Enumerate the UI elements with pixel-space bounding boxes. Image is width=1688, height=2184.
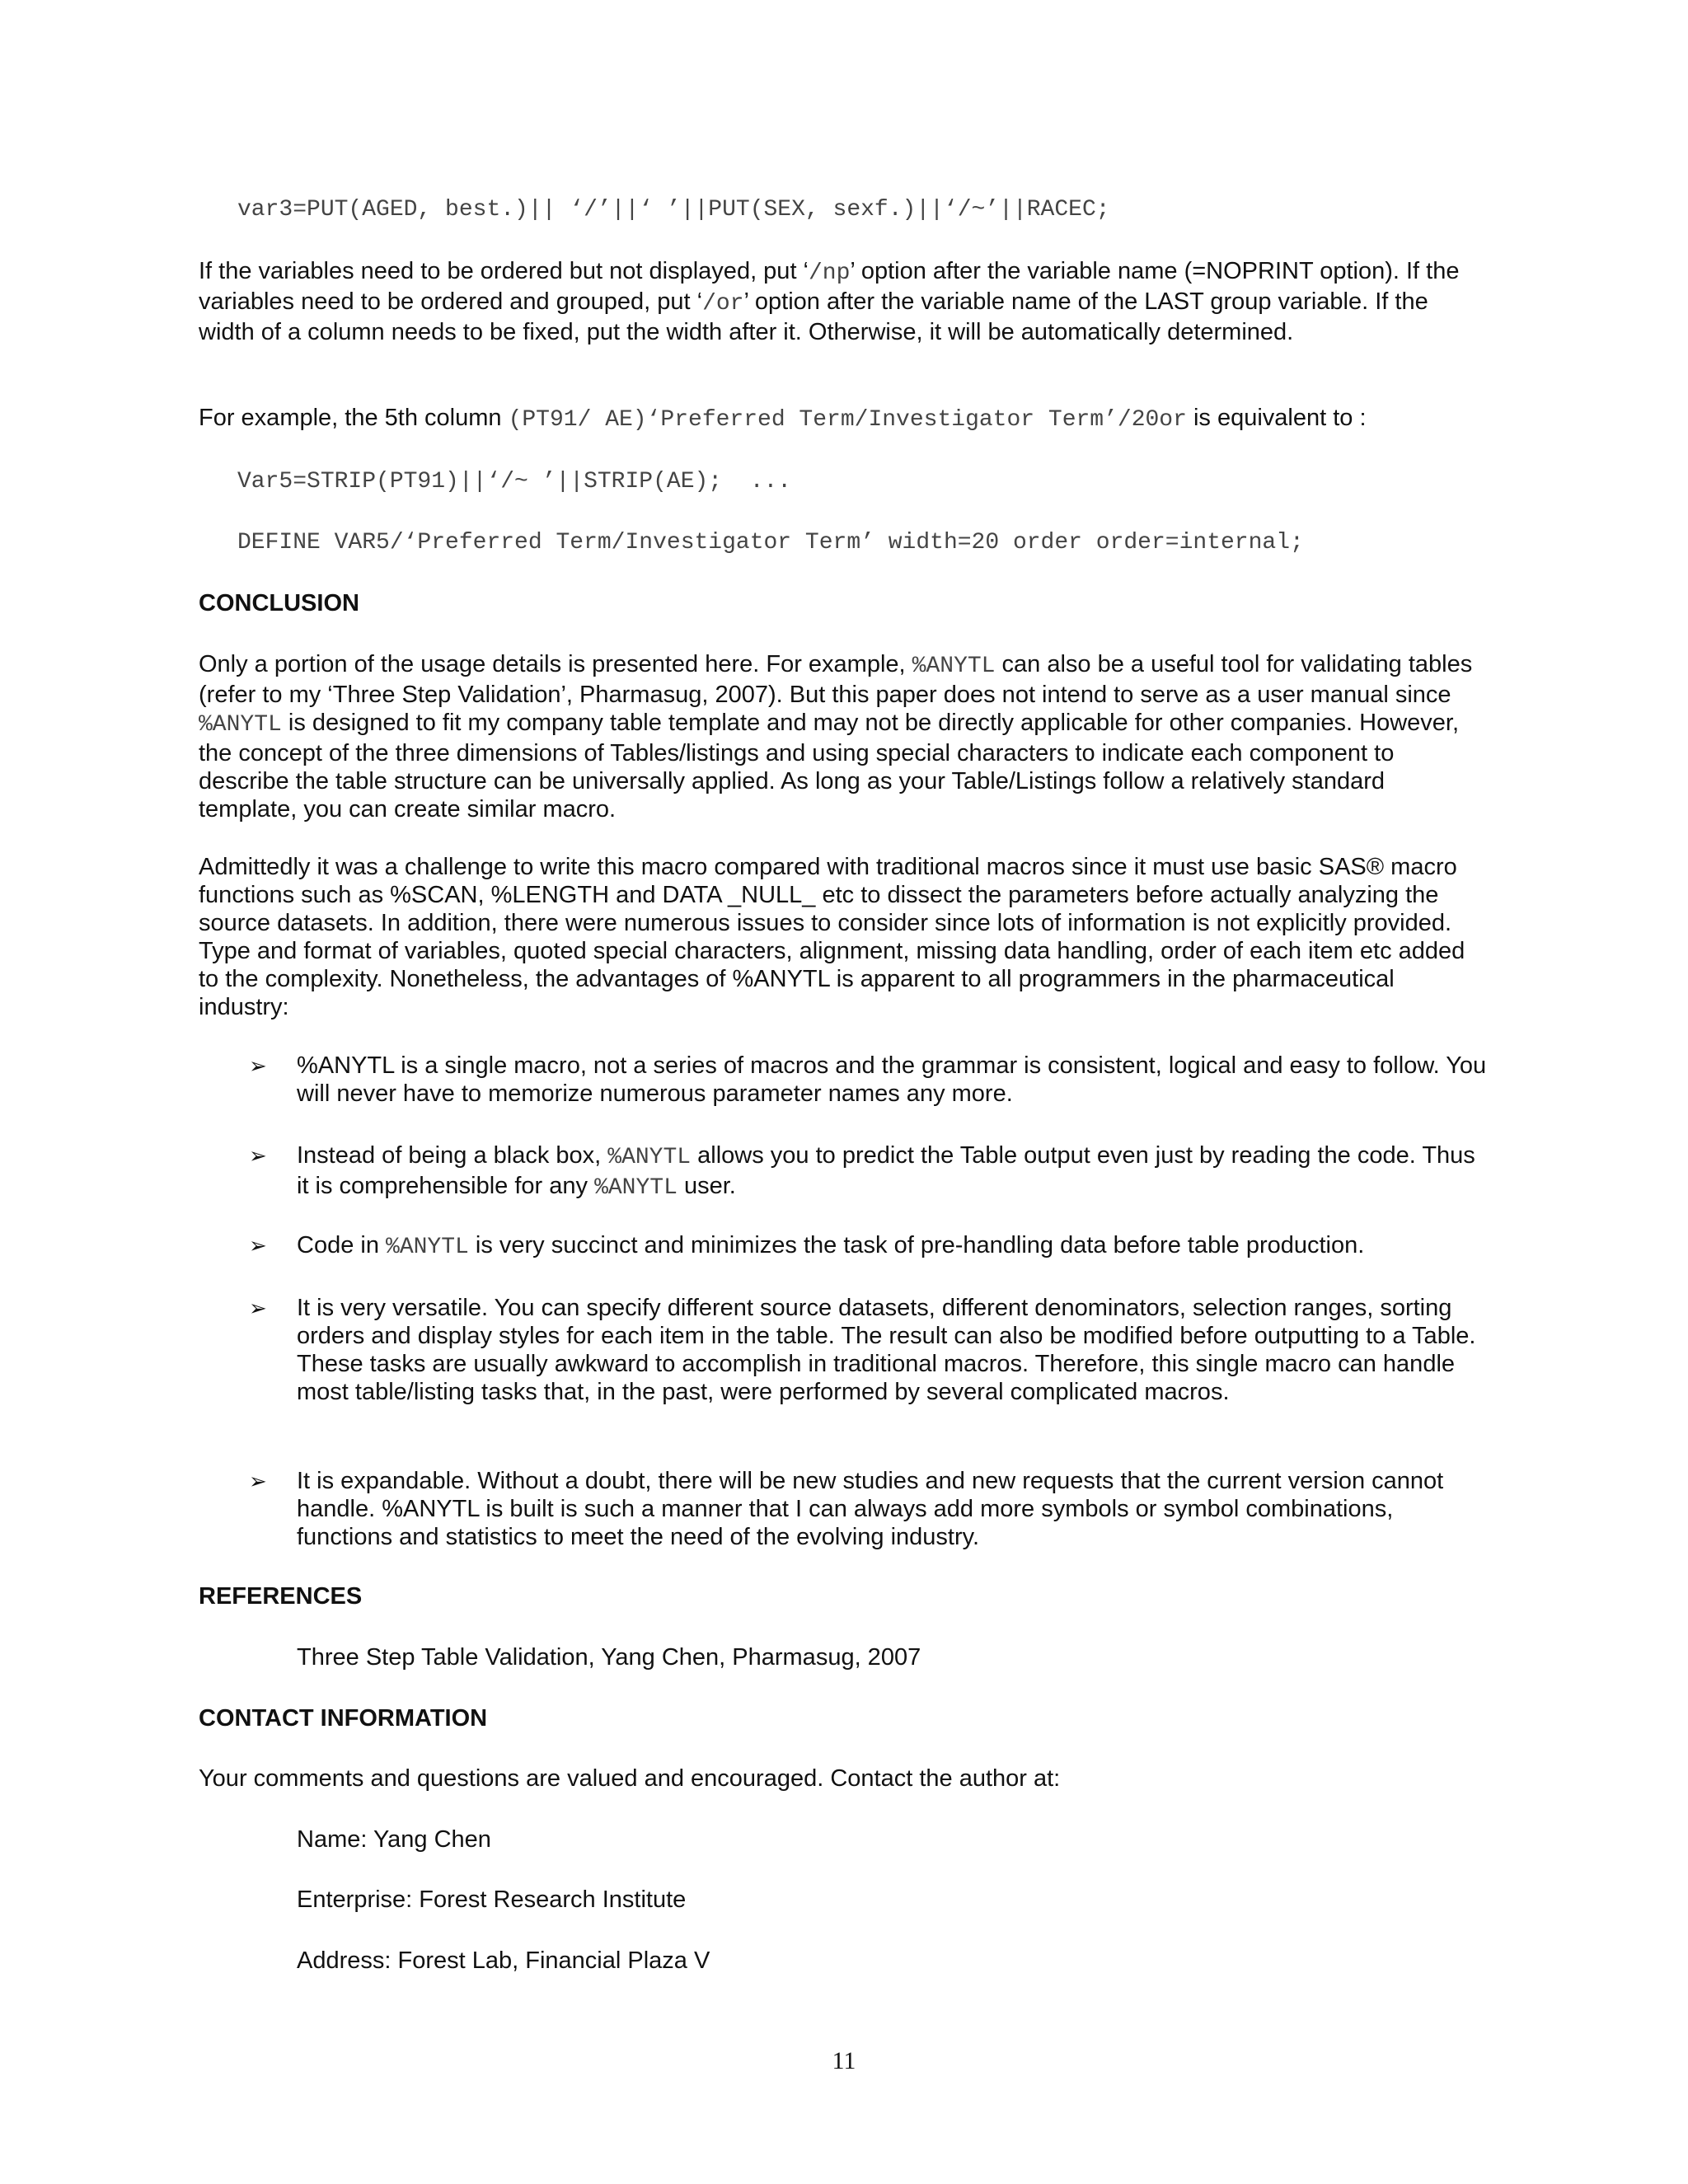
intro-text-1: If the variables need to be ordered but not displayed, put ‘ bbox=[199, 258, 809, 284]
bullet2-text-3: user. bbox=[677, 1173, 736, 1199]
bullet2-text-1: Instead of being a black box, bbox=[297, 1142, 608, 1169]
bullet-text-4: It is very versatile. You can specify different source datasets, different denominators, selection ranges, sorting orders and display styles for each item in the table. The result can also be modified before outputting to a Table. These tasks are usually awkward to accomplish in traditional macros. Therefore, this single macro can handle most table/listing tasks that, in the past, were performed by several complicated macros. bbox=[297, 1295, 1476, 1405]
conclusion-paragraph-1 bbox=[199, 650, 1489, 823]
bullet3-text-1: Code in bbox=[297, 1232, 387, 1258]
arrow-bullet-icon: ➢ bbox=[249, 1296, 267, 1320]
bullet-text-5: It is expandable. Without a doubt, there will be new studies and new requests that the current version cannot handle. %ANYTL is built is such a manner that I can always add more symbols or symbol combinations, functions and statistics to meet the need of the evolving industry. bbox=[297, 1468, 1444, 1550]
example-text-1: For example, the 5th column bbox=[199, 405, 509, 431]
contact-address: Address: Forest Lab, Financial Plaza V bbox=[297, 1947, 710, 1974]
bullet3-text-2: is very succinct and minimizes the task of pre-handling data before table production. bbox=[468, 1232, 1365, 1258]
arrow-bullet-icon: ➢ bbox=[249, 1233, 267, 1258]
bullet-text-1: %ANYTL is a single macro, not a series of macros and the grammar is consistent, logical and easy to follow. You will never have to memorize numerous parameter names any more. bbox=[297, 1052, 1487, 1107]
conclusion-p1-text-3: is designed to fit my company table template and may not be directly applicable for other companies. However, the concept of the three dimensions of Tables/listings and using special characters to indicate each component to describe the table structure can be universally applied. As long as your Table/Listings follow a relatively standard template, you can create similar macro. bbox=[199, 710, 1460, 823]
example-text-2: is equivalent to : bbox=[1186, 405, 1367, 431]
example-paragraph bbox=[199, 404, 1489, 434]
bullet3-code: %ANYTL bbox=[386, 1235, 469, 1260]
example-code: (PT91/ AE)‘Preferred Term/Investigator Term’/20or bbox=[508, 407, 1187, 433]
page-number: 11 bbox=[832, 2047, 856, 2074]
contact-name: Name: Yang Chen bbox=[297, 1826, 491, 1853]
conclusion-heading: CONCLUSION bbox=[199, 590, 359, 616]
conclusion-p1-text-1: Only a portion of the usage details is presented here. For example, bbox=[199, 651, 912, 677]
bullet2-code-2: %ANYTL bbox=[594, 1175, 678, 1201]
intro-code-or: /or bbox=[702, 291, 744, 316]
reference-item: Three Step Table Validation, Yang Chen, Pharmasug, 2007 bbox=[297, 1644, 921, 1671]
conclusion-p1-text-2: can also be a useful tool for validating tables (refer to my ‘Three Step Validation’, Pharmasug, 2007). But this paper does not intend to serve as a user manual since bbox=[199, 651, 1473, 708]
arrow-bullet-icon: ➢ bbox=[249, 1143, 267, 1168]
contact-enterprise: Enterprise: Forest Research Institute bbox=[297, 1886, 687, 1913]
intro-text-2: ’ option after the variable name (=NOPRINT option). If the variables need to be ordered and grouped, put ‘ bbox=[199, 258, 1460, 315]
bullet2-code-1: %ANYTL bbox=[607, 1145, 692, 1170]
bullet-text-3 bbox=[297, 1231, 1493, 1262]
conclusion-p2-text: Admittedly it was a challenge to write this macro compared with traditional macros since it must use basic SAS® macro functions such as %SCAN, %LENGTH and DATA _NULL_ etc to dissect the parameters before actually analyzing the source datasets. In addition, there were numerous issues to consider since lots of information is not explicitly provided. Type and format of variables, quoted special characters, alignment, missing data handling, order of each item etc added to the complexity. Nonetheless, the advantages of %ANYTL is apparent to all programmers in the pharmaceutical industry: bbox=[199, 854, 1465, 1020]
intro-code-np: /np bbox=[809, 260, 851, 286]
conclusion-p1-code-1: %ANYTL bbox=[912, 654, 996, 679]
references-heading: REFERENCES bbox=[199, 1583, 363, 1610]
code-line-var3: var3=PUT(AGED, best.)|| ‘/’||‘ ’||PUT(SEX, sexf.)||‘/~’||RACEC; bbox=[237, 197, 1110, 223]
contact-heading: CONTACT INFORMATION bbox=[199, 1705, 488, 1732]
code-line-define: DEFINE VAR5/‘Preferred Term/Investigator Term’ width=20 order order=internal; bbox=[237, 530, 1304, 555]
contact-intro: Your comments and questions are valued and encouraged. Contact the author at: bbox=[199, 1765, 1061, 1792]
conclusion-paragraph-2 bbox=[199, 853, 1489, 1021]
intro-text-3: ’ option after the variable name of the LAST group variable. If the width of a column needs to be fixed, put the width after it. Otherwise, it will be automatically determined. bbox=[199, 288, 1428, 345]
arrow-bullet-icon: ➢ bbox=[249, 1469, 267, 1493]
intro-paragraph bbox=[199, 257, 1489, 346]
code-line-var5: Var5=STRIP(PT91)||‘/~ ’||STRIP(AE); ... bbox=[237, 469, 792, 494]
arrow-bullet-icon: ➢ bbox=[249, 1053, 267, 1078]
bullet-text-2 bbox=[297, 1141, 1493, 1202]
conclusion-p1-code-2: %ANYTL bbox=[199, 712, 282, 738]
bullet2-text-2: allows you to predict the Table output even just by reading the code. Thus it is comprehensible for any bbox=[297, 1142, 1475, 1199]
